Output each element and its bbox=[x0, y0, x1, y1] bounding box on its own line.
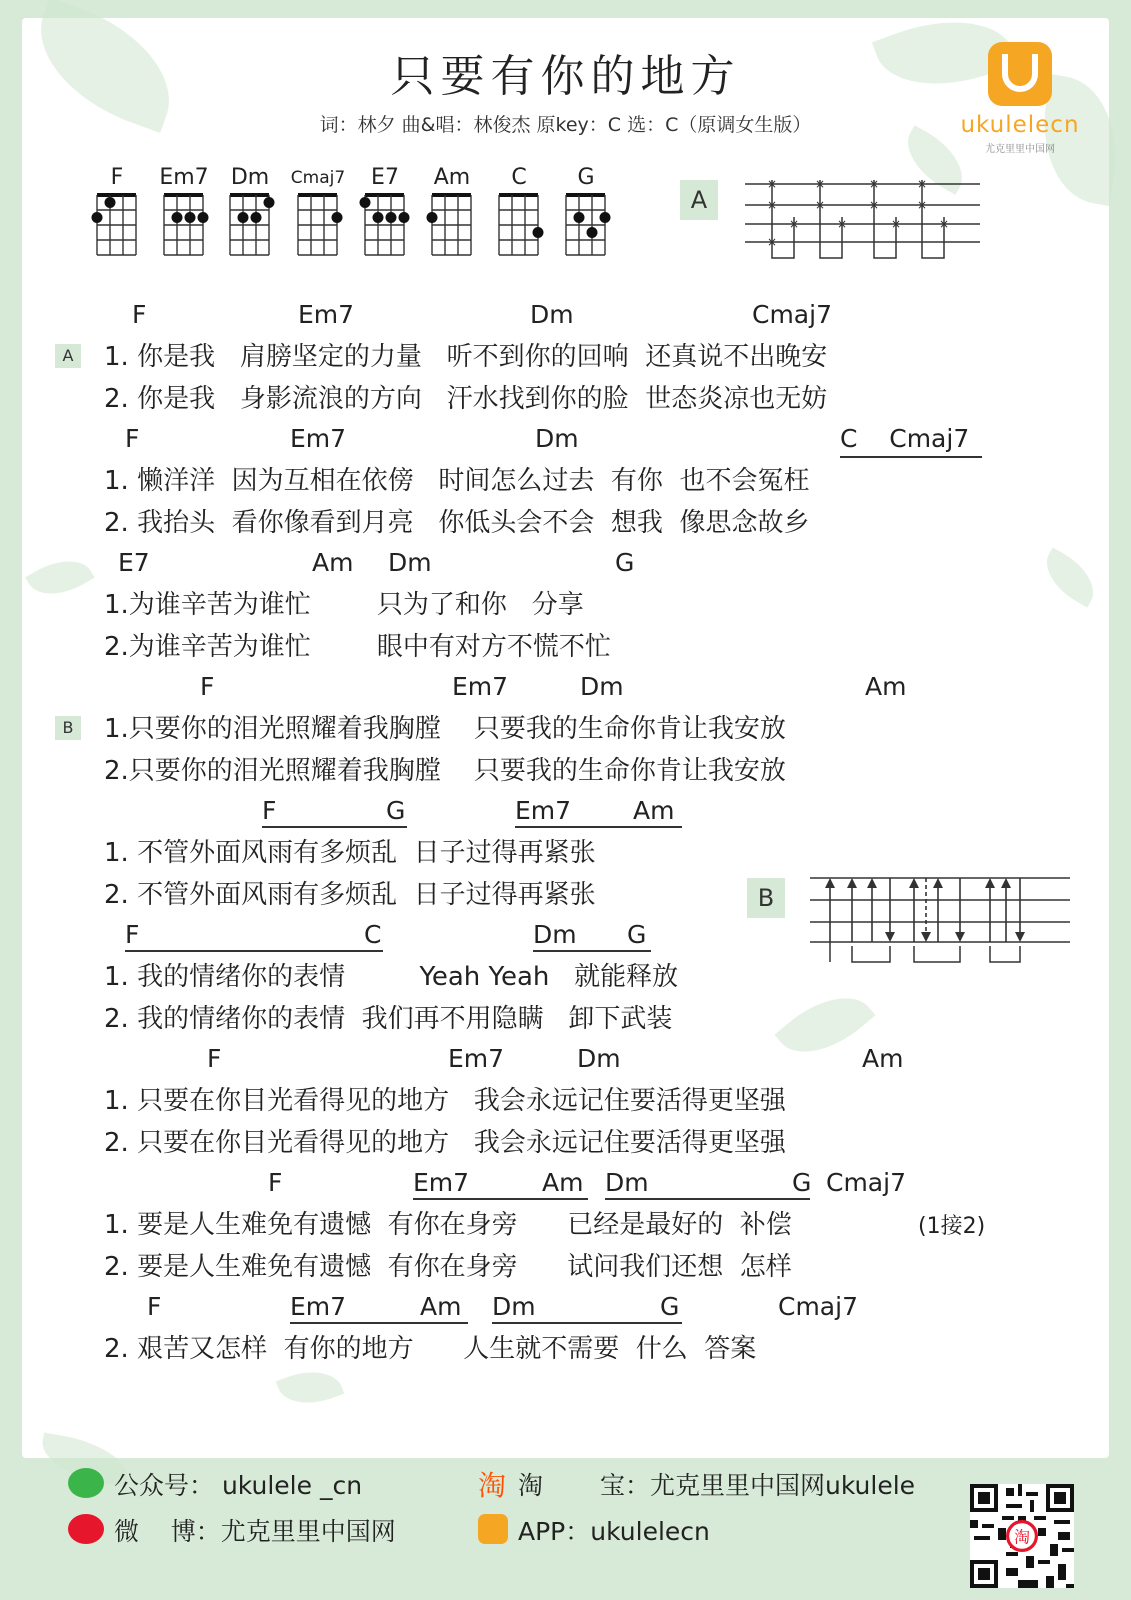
lyric-line: 2. 我的情绪你的表情 我们再不用隐瞒 卸下武装 bbox=[104, 1004, 673, 1034]
footer bbox=[0, 1460, 1131, 1600]
chord-label: E7 bbox=[118, 548, 150, 577]
chord-grid bbox=[290, 191, 346, 261]
section-b-marker: B bbox=[55, 716, 81, 740]
weibo-icon bbox=[68, 1514, 104, 1544]
finger-dot bbox=[386, 212, 397, 223]
chord-label: Em7 bbox=[290, 1292, 347, 1321]
chord-label: F bbox=[207, 1044, 222, 1073]
chord-label: Cmaj7 bbox=[778, 1292, 858, 1321]
finger-dot bbox=[198, 212, 209, 223]
svg-text:×: × bbox=[916, 177, 928, 191]
chord-label: Am bbox=[542, 1168, 584, 1197]
chord-diagram-em7 bbox=[156, 165, 212, 261]
chord-label: Dm bbox=[577, 1044, 621, 1073]
svg-text:×: × bbox=[766, 177, 778, 191]
chord-diagram-am bbox=[424, 165, 480, 261]
lyric-line: 2. 要是人生难免有遗憾 有你在身旁 试问我们还想 怎样 bbox=[104, 1252, 792, 1282]
chord-underline bbox=[413, 1198, 588, 1200]
chord-label: G bbox=[660, 1292, 680, 1321]
finger-dot bbox=[92, 212, 103, 223]
chord-label: Em7 bbox=[448, 1044, 505, 1073]
chord-grid bbox=[89, 191, 145, 261]
chord-label: G bbox=[627, 920, 647, 949]
chord-label: Am bbox=[862, 1044, 904, 1073]
chord-diagram-f bbox=[89, 165, 145, 261]
finger-dot bbox=[238, 212, 249, 223]
chord-name: G bbox=[577, 165, 595, 190]
finger-dot bbox=[574, 212, 585, 223]
finger-dot bbox=[332, 212, 343, 223]
taobao-icon: 淘 bbox=[478, 1469, 507, 1502]
chord-label: F bbox=[132, 300, 147, 329]
chord-label: Cmaj7 bbox=[752, 300, 832, 329]
chord-label: Am bbox=[420, 1292, 462, 1321]
logo-u-icon bbox=[1002, 54, 1038, 92]
chord-label: C bbox=[364, 920, 382, 949]
chord-label: Dm bbox=[605, 1168, 649, 1197]
svg-text:×: × bbox=[916, 198, 928, 212]
finger-dot bbox=[360, 197, 371, 208]
finger-dot bbox=[533, 227, 544, 238]
chord-grid bbox=[222, 191, 278, 261]
chord-label: Em7 bbox=[413, 1168, 470, 1197]
chord-label: Am bbox=[633, 796, 675, 825]
pattern-b-label: B bbox=[747, 878, 785, 918]
lyric-line: 1. 你是我 肩膀坚定的力量 听不到你的回响 还真说不出晚安 bbox=[104, 342, 828, 372]
chord-grid bbox=[558, 191, 614, 261]
chord-name: C bbox=[511, 165, 527, 190]
chord-label: Dm bbox=[388, 548, 432, 577]
chord-label: F bbox=[147, 1292, 162, 1321]
chord-grid bbox=[491, 191, 547, 261]
chord-label: C Cmaj7 bbox=[840, 424, 970, 453]
pattern-a-label: A bbox=[680, 180, 718, 220]
chord-diagram-c bbox=[491, 165, 547, 261]
chord-underline bbox=[840, 456, 982, 458]
repeat-note: (1接2) bbox=[918, 1214, 986, 1239]
chord-underline bbox=[515, 826, 682, 828]
chord-label: Am bbox=[865, 672, 907, 701]
lyric-line: 2. 只要在你目光看得见的地方 我会永远记住要活得更坚强 bbox=[104, 1128, 786, 1158]
finger-dot bbox=[172, 212, 183, 223]
svg-text:×: × bbox=[766, 198, 778, 212]
section-a-marker: A bbox=[55, 344, 81, 368]
chord-underline bbox=[533, 950, 651, 952]
taobao-prefix: 淘 bbox=[518, 1471, 559, 1500]
lyric-line: 2. 不管外面风雨有多烦乱 日子过得再紧张 bbox=[104, 880, 596, 910]
chord-diagram-e7 bbox=[357, 165, 413, 261]
lyric-line: 1.为谁辛苦为谁忙 只为了和你 分享 bbox=[104, 590, 584, 620]
chord-underline bbox=[492, 1322, 682, 1324]
chord-underline bbox=[262, 826, 407, 828]
chord-label: G bbox=[615, 548, 635, 577]
chord-diagram-cmaj7 bbox=[290, 165, 346, 261]
lyric-line: 1. 懒洋洋 因为互相在依傍 时间怎么过去 有你 也不会冤枉 bbox=[104, 466, 810, 496]
app-name: APP：ukulelecn bbox=[518, 1517, 710, 1546]
weibo-account: 微 博：尤克里里中国网 bbox=[114, 1517, 396, 1546]
chord-label: Dm bbox=[580, 672, 624, 701]
lyric-line: 1. 要是人生难免有遗憾 有你在身旁 已经是最好的 补偿 bbox=[104, 1210, 792, 1240]
chord-label: G bbox=[386, 796, 406, 825]
wechat-account: 公众号： ukulele _cn bbox=[114, 1471, 363, 1500]
chord-underline bbox=[605, 1198, 810, 1200]
chord-name: Em7 bbox=[159, 165, 209, 190]
song-title: 只要有你的地方 bbox=[390, 51, 741, 102]
svg-text:×: × bbox=[788, 217, 800, 231]
chord-label: Em7 bbox=[298, 300, 355, 329]
ukulelecn-logo bbox=[988, 42, 1052, 106]
chord-label: F bbox=[262, 796, 277, 825]
lyric-line: 1. 不管外面风雨有多烦乱 日子过得再紧张 bbox=[104, 838, 596, 868]
chord-name: Am bbox=[433, 165, 471, 190]
svg-text:×: × bbox=[868, 177, 880, 191]
svg-text:×: × bbox=[890, 217, 902, 231]
svg-text:×: × bbox=[868, 198, 880, 212]
lyric-line: 2.只要你的泪光照耀着我胸膛 只要我的生命你肯让我安放 bbox=[104, 756, 786, 786]
svg-text:×: × bbox=[814, 177, 826, 191]
chord-grid bbox=[357, 191, 413, 261]
chord-name: F bbox=[110, 165, 124, 190]
lyric-line: 1. 我的情绪你的表情 Yeah Yeah 就能释放 bbox=[104, 962, 679, 992]
lyric-line: 2. 我抬头 看你像看到月亮 你低头会不会 想我 像思念故乡 bbox=[104, 508, 810, 538]
finger-dot bbox=[373, 212, 384, 223]
chord-label: G bbox=[792, 1168, 812, 1197]
taobao-store: 宝：尤克里里中国网ukulele bbox=[600, 1471, 916, 1500]
lyric-line: 1.只要你的泪光照耀着我胸膛 只要我的生命你肯让我安放 bbox=[104, 714, 786, 744]
chord-label: F bbox=[125, 424, 140, 453]
chord-label: Dm bbox=[530, 300, 574, 329]
chord-underline bbox=[125, 950, 383, 952]
strum-pattern-b bbox=[810, 868, 1075, 968]
svg-text:×: × bbox=[938, 217, 950, 231]
lyric-line: 2. 你是我 身影流浪的方向 汗水找到你的脸 世态炎凉也无妨 bbox=[104, 384, 828, 414]
logo-text: ukulelecn bbox=[960, 112, 1080, 138]
chord-grid bbox=[156, 191, 212, 261]
chord-label: Em7 bbox=[290, 424, 347, 453]
svg-text:×: × bbox=[814, 198, 826, 212]
lyric-line: 2. 艰苦又怎样 有你的地方 人生就不需要 什么 答案 bbox=[104, 1334, 757, 1364]
svg-text:×: × bbox=[836, 217, 848, 231]
chord-label: Am bbox=[312, 548, 354, 577]
chord-label: Em7 bbox=[515, 796, 572, 825]
finger-dot bbox=[427, 212, 438, 223]
wechat-icon bbox=[68, 1468, 104, 1498]
chord-label: Em7 bbox=[452, 672, 509, 701]
svg-text:×: × bbox=[766, 235, 778, 249]
chord-underline bbox=[290, 1322, 468, 1324]
chord-label: Dm bbox=[492, 1292, 536, 1321]
qr-code bbox=[970, 1484, 1074, 1588]
finger-dot bbox=[264, 197, 275, 208]
chord-name: Dm bbox=[230, 165, 270, 190]
app-icon bbox=[478, 1514, 508, 1544]
chord-label: Dm bbox=[533, 920, 577, 949]
finger-dot bbox=[587, 227, 598, 238]
chord-label: Dm bbox=[535, 424, 579, 453]
finger-dot bbox=[600, 212, 611, 223]
strum-pattern-a bbox=[740, 172, 985, 264]
finger-dot bbox=[185, 212, 196, 223]
chord-name: Cmaj7 bbox=[290, 168, 346, 188]
chord-name: E7 bbox=[371, 165, 399, 190]
finger-dot bbox=[251, 212, 262, 223]
lyric-line: 1. 只要在你目光看得见的地方 我会永远记住要活得更坚强 bbox=[104, 1086, 786, 1116]
chord-grid bbox=[424, 191, 480, 261]
chord-label: F bbox=[268, 1168, 283, 1197]
chord-diagram-g bbox=[558, 165, 614, 261]
logo-subtitle: 尤克里里中国网 bbox=[985, 144, 1055, 155]
chord-label: F bbox=[125, 920, 140, 949]
song-credits: 词：林夕 曲&唱：林俊杰 原key：C 选：C（原调女生版） bbox=[319, 114, 812, 136]
finger-dot bbox=[105, 197, 116, 208]
svg-text:淘: 淘 bbox=[1013, 1527, 1031, 1547]
finger-dot bbox=[399, 212, 410, 223]
chord-diagram-dm bbox=[222, 165, 278, 261]
chord-label: F bbox=[200, 672, 215, 701]
lyric-line: 2.为谁辛苦为谁忙 眼中有对方不慌不忙 bbox=[104, 632, 611, 662]
chord-label: Cmaj7 bbox=[826, 1168, 906, 1197]
